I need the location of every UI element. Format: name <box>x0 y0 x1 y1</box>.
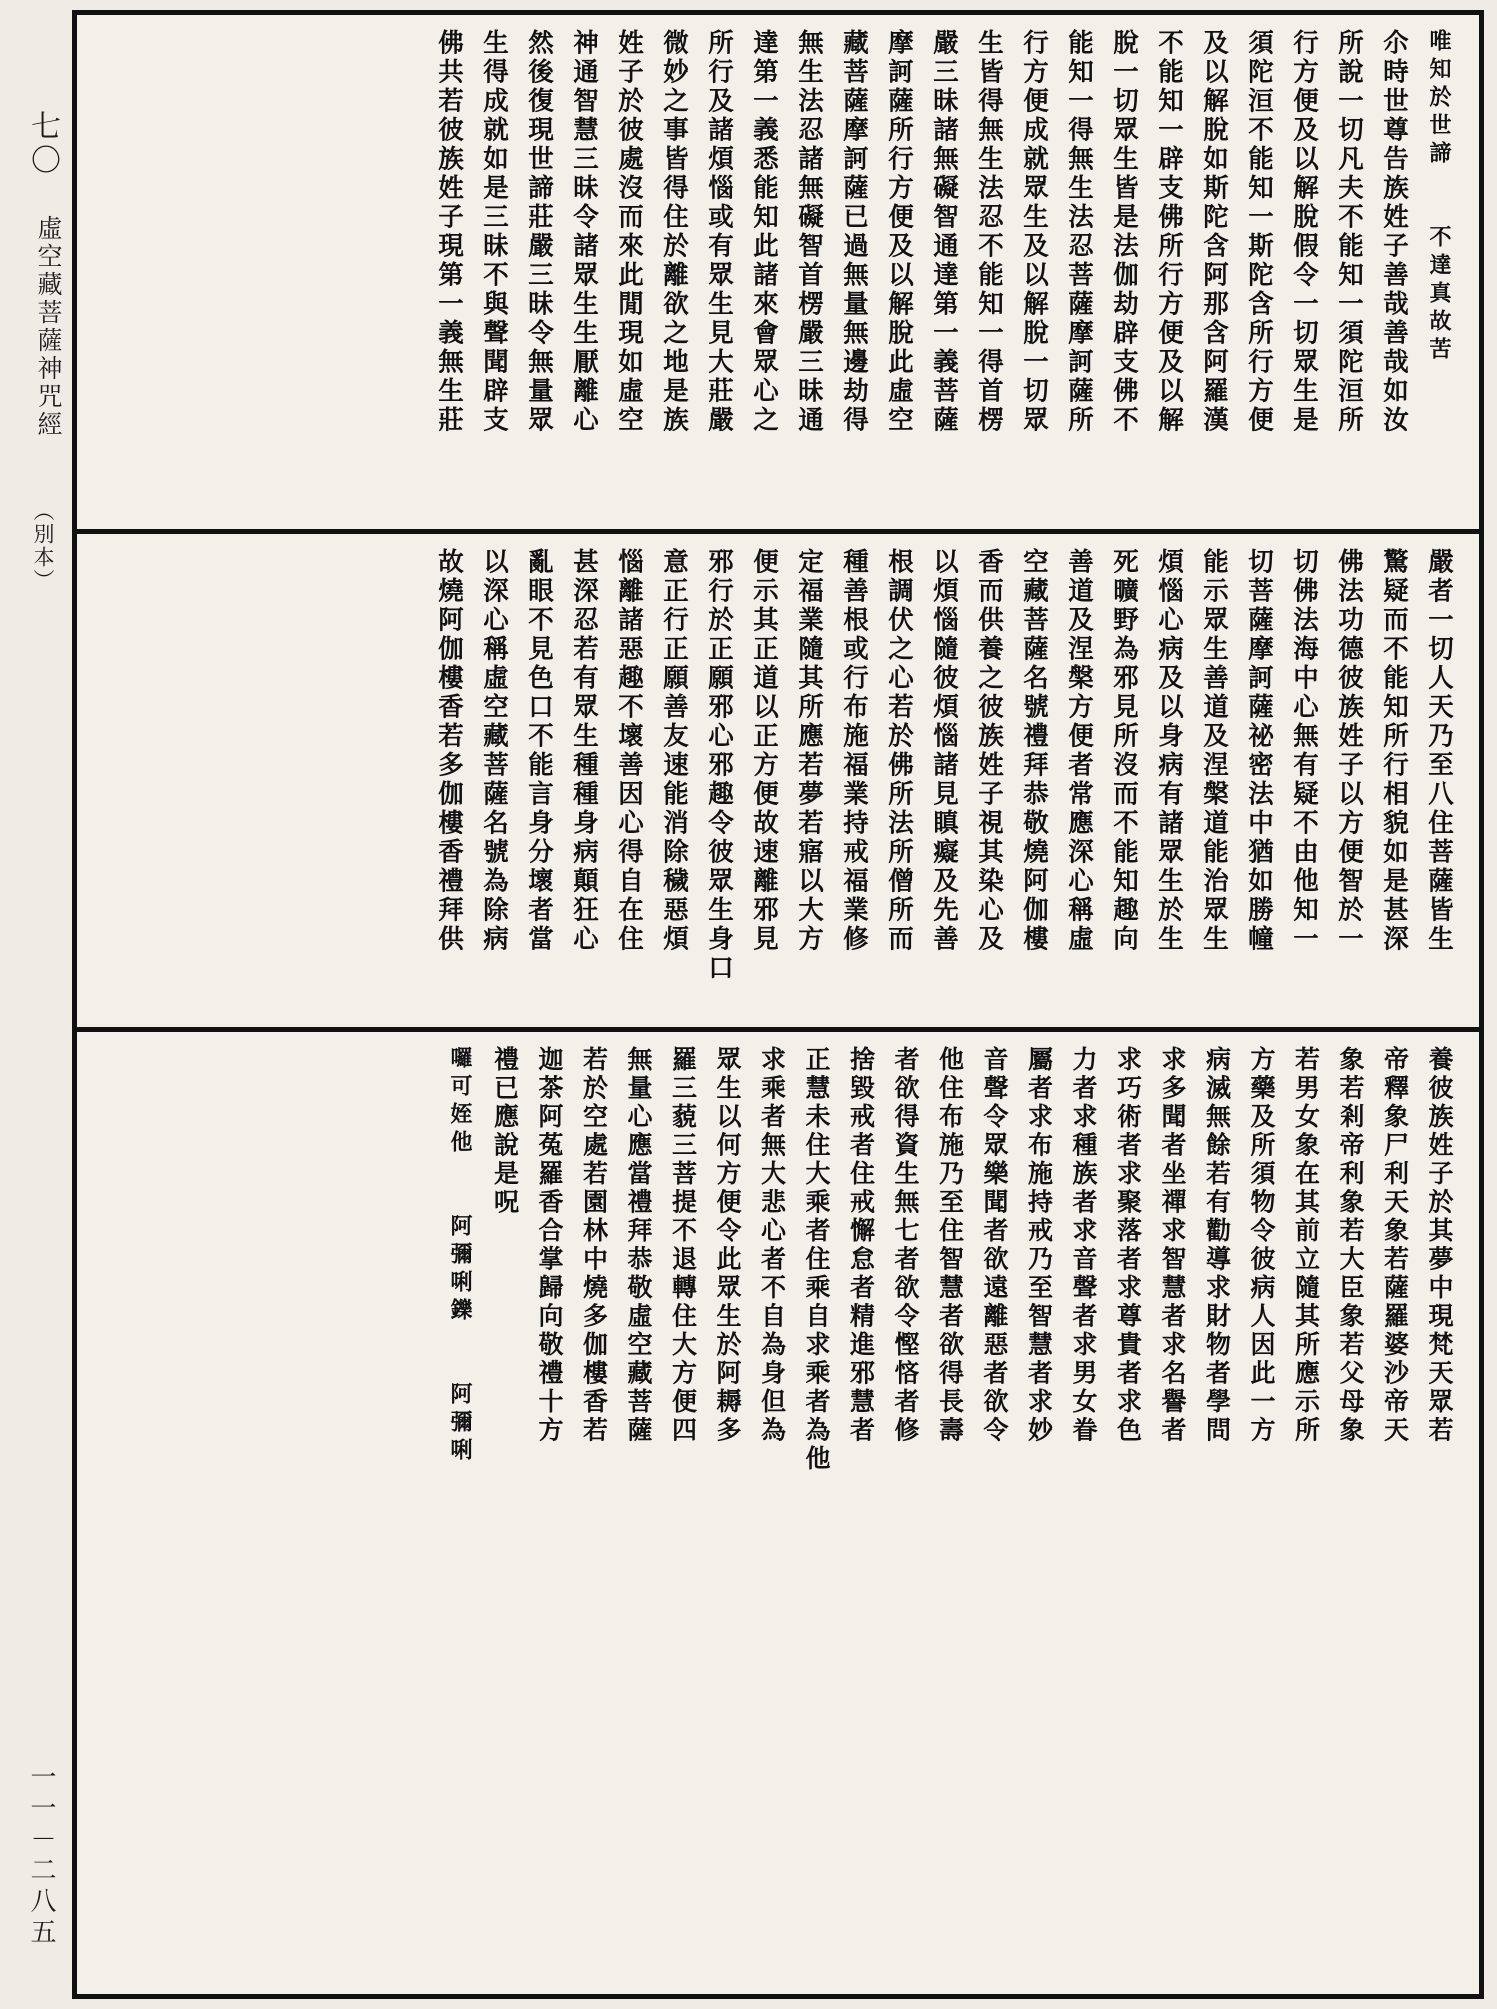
text-column: 者欲得資生無七者欲令慳悋者修 <box>891 1046 920 1445</box>
text-column: 尒時世尊告族姓子善哉善哉如汝 <box>1379 29 1409 435</box>
text-column: 脫一切眾生皆是法伽劫辟支佛不 <box>1109 29 1139 435</box>
text-column: 象若剎帝利象若大臣象若父母象 <box>1336 1046 1365 1445</box>
text-column: 藏菩薩摩訶薩已過無量無邊劫得 <box>839 29 869 435</box>
volume-number: 七〇 <box>25 110 60 178</box>
text-column: 行方便及以解脫假令一切眾生是 <box>1289 29 1319 435</box>
text-column: 能知一得無生法忍菩薩摩訶薩所 <box>1064 29 1094 435</box>
text-band-3 <box>77 1032 1479 2004</box>
text-column: 嚴者一切人天乃至八住菩薩皆生 <box>1424 548 1454 954</box>
text-band-1 <box>77 15 1479 534</box>
document-subtitle: （別本） <box>31 500 55 592</box>
text-column: 然後復現世諦莊嚴三昧令無量眾 <box>524 29 554 435</box>
text-column: 死曠野為邪見所沒而不能知趣向 <box>1109 548 1139 954</box>
text-column: 生皆得無生法忍不能知一得首楞 <box>974 29 1004 435</box>
text-column: 種善根或行布施福業持戒福業修 <box>839 548 869 954</box>
text-column: 根調伏之心若於佛所法所僧所而 <box>884 548 914 954</box>
text-band-2 <box>77 534 1479 1032</box>
text-column: 香而供養之彼族姓子視其染心及 <box>974 548 1004 954</box>
text-column: 亂眼不見色口不能言身分壞者當 <box>524 548 554 954</box>
text-column: 病滅無餘若有勸導求財物者學問 <box>1202 1046 1232 1445</box>
text-column: 微妙之事皆得住於離欲之地是族 <box>659 29 689 435</box>
text-column: 不能知一辟支佛所行方便及以解 <box>1154 29 1184 435</box>
text-column: 空藏菩薩名號禮拜恭敬燒阿伽樓 <box>1019 548 1049 954</box>
text-column: 須陀洹不能知一斯陀含所行方便 <box>1244 29 1274 435</box>
text-column: 音聲令眾樂聞者欲遠離惡者欲令 <box>980 1046 1009 1445</box>
text-column: 達第一義悉能知此諸來會眾心之 <box>749 29 779 435</box>
text-column: 屬者求布施持戒乃至智慧者求妙 <box>1024 1046 1054 1445</box>
text-column: 方藥及所須物令彼病人因此一方 <box>1247 1046 1276 1445</box>
text-column: 姓子於彼處沒而來此閒現如虛空 <box>614 29 644 435</box>
text-column: 能示眾生善道及涅槃道能治眾生 <box>1199 548 1229 954</box>
text-column: 求巧術者求聚落者求尊貴者求色 <box>1113 1046 1143 1445</box>
text-column: 甚深忍若有眾生種種身病顛狂心 <box>569 548 599 954</box>
text-column: 所行及諸煩惱或有眾生見大莊嚴 <box>704 29 734 435</box>
text-column: 正慧未住大乘者住乘自求乘者為他 <box>802 1046 831 1474</box>
text-column: 若男女象在其前立隨其所應示所 <box>1291 1046 1321 1445</box>
text-column: 求多聞者坐禪求智慧者求名譽者 <box>1158 1046 1187 1445</box>
text-column: 嚴三昧諸無礙智通達第一義菩薩 <box>929 29 959 435</box>
text-column: 生得成就如是三昧不與聲聞辟支 <box>479 29 509 435</box>
text-column: 煩惱心病及以身病有諸眾生於生 <box>1154 548 1184 954</box>
text-column: 囉可姪他 阿彌唎鑠 阿彌唎 <box>447 1046 473 1466</box>
text-column: 切菩薩摩訶薩祕密法中猶如勝幢 <box>1244 548 1274 954</box>
page-number: 一一－二八五 <box>26 1763 56 1949</box>
text-column: 意正行正願善友速能消除穢惡煩 <box>659 548 689 954</box>
text-column: 若於空處若園林中燒多伽樓香若 <box>579 1046 609 1445</box>
text-column: 眾生以何方便令此眾生於阿耨多 <box>713 1046 742 1445</box>
text-column: 以煩惱隨彼煩惱諸見瞋癡及先善 <box>929 548 959 954</box>
text-column: 帝釋象尸利天象若薩羅婆沙帝天 <box>1380 1046 1410 1445</box>
text-column: 羅三藐三菩提不退轉住大方便四 <box>668 1046 698 1445</box>
text-column: 定福業隨其所應若夢若寤以大方 <box>794 548 824 954</box>
text-column: 禮已應說是呪 <box>490 1046 520 1217</box>
text-frame <box>72 10 1484 1999</box>
text-column: 神通智慧三昧令諸眾生生厭離心 <box>569 29 599 435</box>
text-column: 故燒阿伽樓香若多伽樓香禮拜供 <box>434 548 464 954</box>
text-column: 惱離諸惡趣不壞善因心得自在住 <box>614 548 644 954</box>
text-column: 他住布施乃至住智慧者欲得長壽 <box>935 1046 965 1445</box>
text-column: 邪行於正願邪心邪趣令彼眾生身口 <box>704 548 734 983</box>
document-title: 虛空藏菩薩神咒經 <box>34 215 63 439</box>
text-column: 驚疑而不能知所行相貌如是甚深 <box>1379 548 1409 954</box>
text-column: 無生法忍諸無礙智首楞嚴三昧通 <box>794 29 824 435</box>
text-column: 佛法功德彼族姓子以方便智於一 <box>1334 548 1364 954</box>
text-column: 力者求種族者求音聲者求男女眷 <box>1069 1046 1098 1445</box>
text-column: 及以解脫如斯陀含阿那含阿羅漢 <box>1199 29 1229 435</box>
text-column: 摩訶薩所行方便及以解脫此虛空 <box>884 29 914 435</box>
text-column: 唯知於世諦 不達真故苦 <box>1426 29 1452 365</box>
text-column: 行方便成就眾生及以解脫一切眾 <box>1019 29 1049 435</box>
text-column: 切佛法海中心無有疑不由他知一 <box>1289 548 1319 954</box>
text-column: 捨毀戒者住戒懈怠者精進邪慧者 <box>846 1046 876 1445</box>
text-column: 無量心應當禮拜恭敬虛空藏菩薩 <box>624 1046 653 1445</box>
text-column: 以深心稱虛空藏菩薩名號為除病 <box>479 548 509 954</box>
text-column: 養彼族姓子於其夢中現梵天眾若 <box>1425 1046 1454 1445</box>
text-column: 便示其正道以正方便故速離邪見 <box>749 548 779 954</box>
text-column: 佛共若彼族姓子現第一義無生莊 <box>434 29 464 435</box>
text-column: 求乘者無大悲心者不自為身但為 <box>757 1046 787 1445</box>
text-column: 所說一切凡夫不能知一須陀洹所 <box>1334 29 1364 435</box>
text-column: 善道及涅槃方便者常應深心稱虛 <box>1064 548 1094 954</box>
left-margin <box>0 0 68 2009</box>
text-column: 迦茶阿菟羅香合掌歸向敬禮十方 <box>535 1046 564 1445</box>
